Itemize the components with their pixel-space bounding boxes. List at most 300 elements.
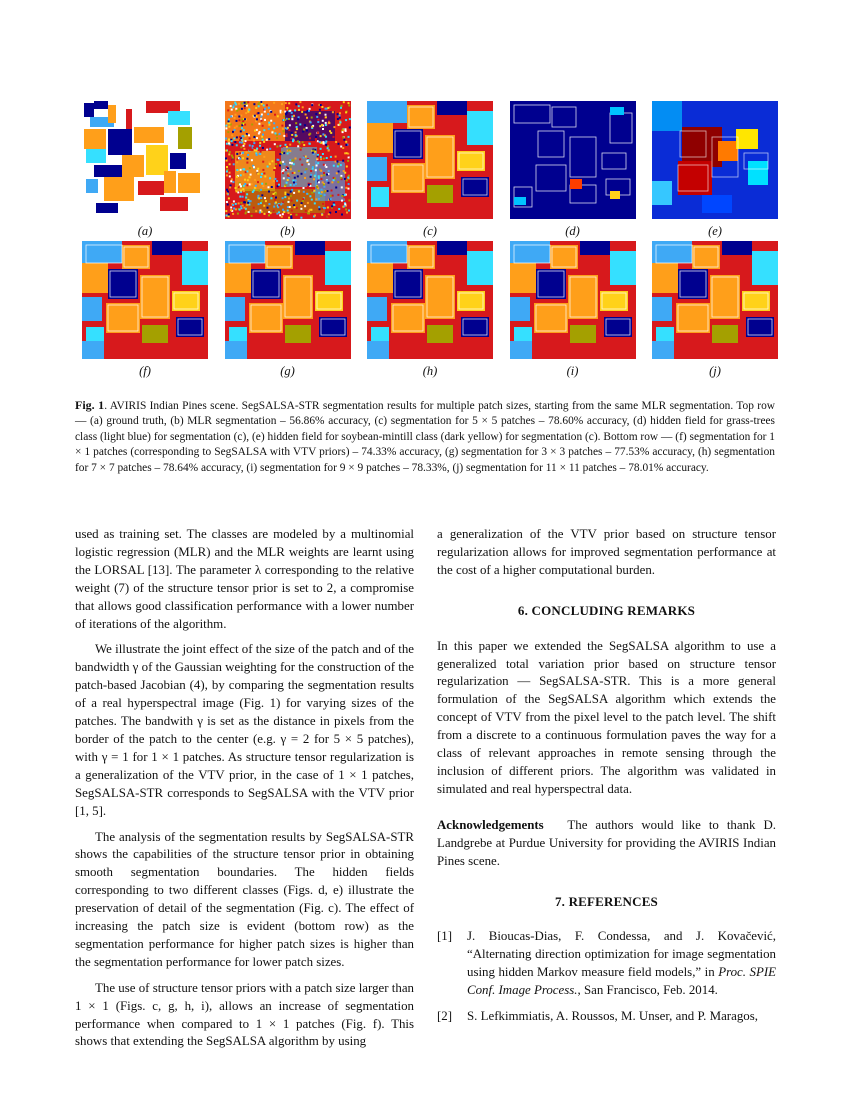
noise-pixel (313, 202, 315, 204)
noise-pixel (300, 202, 302, 204)
noise-pixel (348, 118, 350, 120)
class-region (652, 297, 672, 321)
noise-pixel (326, 174, 328, 176)
panel-b (225, 101, 351, 239)
noise-pixel (239, 152, 241, 154)
noise-pixel (317, 119, 319, 121)
noise-pixel (347, 188, 349, 190)
figure-top-row (82, 101, 778, 239)
panel-c-label: (c) (423, 224, 437, 238)
noise-pixel (345, 144, 347, 146)
noise-pixel (299, 101, 301, 103)
noise-pixel (321, 108, 323, 110)
noise-pixel (342, 129, 344, 131)
panel-i (510, 241, 636, 379)
noise-pixel (297, 145, 299, 147)
noise-pixel (229, 105, 231, 107)
noise-pixel (233, 129, 235, 131)
class-region (407, 245, 435, 269)
noise-pixel (260, 101, 262, 103)
noise-pixel (234, 208, 236, 210)
noise-pixel (325, 136, 327, 138)
noise-pixel (309, 137, 311, 139)
noise-pixel (257, 168, 259, 170)
noise-pixel (273, 102, 275, 104)
noise-pixel (289, 110, 291, 112)
noise-pixel (276, 115, 278, 117)
noise-pixel (238, 119, 240, 121)
noise-pixel (319, 156, 321, 158)
noise-pixel (326, 207, 328, 209)
noise-pixel (325, 141, 327, 143)
noise-pixel (227, 120, 229, 122)
panel-h-label: (h) (422, 364, 438, 378)
noise-pixel (287, 173, 289, 175)
noise-pixel (238, 103, 240, 105)
noise-pixel (289, 168, 291, 170)
noise-pixel (329, 198, 331, 200)
noise-pixel (323, 186, 325, 188)
noise-pixel (283, 116, 285, 118)
noise-pixel (321, 153, 323, 155)
noise-pixel (292, 139, 294, 141)
noise-pixel (291, 162, 293, 164)
noise-pixel (272, 180, 274, 182)
noise-pixel (225, 125, 227, 127)
noise-pixel (289, 162, 291, 164)
segmentation-11x11-map (652, 241, 778, 359)
noise-pixel (331, 181, 333, 183)
class-region (225, 341, 247, 359)
noise-pixel (322, 184, 324, 186)
reference-number: [1] (437, 929, 453, 944)
noise-pixel (311, 104, 313, 106)
noise-pixel (346, 155, 348, 157)
noise-pixel (225, 201, 227, 203)
noise-pixel (333, 126, 335, 128)
hidden-field-soybean-mintill-map (652, 101, 778, 219)
noise-pixel (292, 163, 294, 165)
noise-pixel (233, 127, 235, 129)
noise-pixel (226, 169, 228, 171)
noise-pixel (332, 179, 334, 181)
noise-pixel (331, 111, 333, 113)
noise-pixel (288, 118, 290, 120)
noise-pixel (282, 169, 284, 171)
noise-pixel (267, 186, 269, 188)
noise-pixel (275, 202, 277, 204)
noise-pixel (242, 188, 244, 190)
noise-pixel (242, 145, 244, 147)
noise-pixel (341, 195, 343, 197)
noise-pixel (318, 208, 320, 210)
noise-pixel (257, 195, 259, 197)
noise-pixel (258, 102, 260, 104)
noise-pixel (330, 190, 332, 192)
class-region (182, 251, 208, 285)
noise-pixel (268, 163, 270, 165)
noise-pixel (278, 133, 280, 135)
noise-pixel (246, 162, 248, 164)
noise-pixel (246, 193, 248, 195)
noise-pixel (235, 120, 237, 122)
noise-pixel (240, 108, 242, 110)
noise-pixel (285, 133, 287, 135)
segmentation-3x3-map (225, 241, 351, 359)
class-region (249, 303, 283, 333)
noise-pixel (226, 189, 228, 191)
noise-pixel (261, 136, 263, 138)
noise-pixel (241, 127, 243, 129)
noise-pixel (253, 115, 255, 117)
noise-pixel (297, 116, 299, 118)
noise-pixel (342, 147, 344, 149)
noise-pixel (267, 113, 269, 115)
noise-pixel (238, 136, 240, 138)
noise-pixel (306, 130, 308, 132)
noise-pixel (295, 103, 297, 105)
noise-pixel (257, 181, 259, 183)
noise-pixel (265, 139, 267, 141)
noise-pixel (274, 132, 276, 134)
noise-pixel (228, 163, 230, 165)
acknowledgements-heading: Acknowledgements (437, 817, 544, 832)
noise-pixel (268, 214, 270, 216)
noise-pixel (230, 180, 232, 182)
noise-pixel (250, 215, 252, 217)
noise-pixel (228, 175, 230, 177)
noise-pixel (235, 125, 237, 127)
noise-pixel (347, 102, 349, 104)
ground-truth-map (82, 101, 208, 219)
reference-venue: Proc. SPIE Conf. Image Process. (467, 965, 777, 998)
noise-pixel (244, 140, 246, 142)
noise-pixel (260, 103, 262, 105)
noise-pixel (295, 207, 297, 209)
class-region (176, 317, 204, 337)
noise-pixel (317, 177, 319, 179)
noise-pixel (303, 129, 305, 131)
noise-pixel (316, 116, 318, 118)
noise-pixel (304, 210, 306, 212)
noise-pixel (234, 114, 236, 116)
noise-pixel (285, 135, 287, 137)
noise-pixel (225, 215, 227, 217)
noise-pixel (259, 202, 261, 204)
noise-pixel (279, 168, 281, 170)
noise-pixel (288, 217, 290, 219)
noise-pixel (279, 153, 281, 155)
class-region (425, 275, 455, 319)
reference-tail: , San Francisco, Feb. 2014. (577, 983, 718, 998)
noise-pixel (283, 211, 285, 213)
noise-pixel (322, 203, 324, 205)
noise-pixel (270, 197, 272, 199)
noise-pixel (278, 184, 280, 186)
noise-pixel (242, 168, 244, 170)
noise-pixel (326, 180, 328, 182)
noise-pixel (347, 156, 349, 158)
hidden-field-grass-trees-map (510, 101, 636, 219)
noise-pixel (283, 163, 285, 165)
noise-pixel (244, 124, 246, 126)
class-region (610, 251, 636, 285)
noise-pixel (335, 141, 337, 143)
noise-pixel (247, 111, 249, 113)
noise-pixel (311, 168, 313, 170)
class-region (510, 241, 550, 263)
noise-pixel (290, 112, 292, 114)
noise-pixel (253, 136, 255, 138)
noise-pixel (315, 140, 317, 142)
noise-pixel (308, 143, 310, 145)
class-region (467, 251, 493, 285)
noise-pixel (320, 195, 322, 197)
class-region (752, 251, 778, 285)
noise-pixel (249, 200, 251, 202)
noise-pixel (284, 196, 286, 198)
noise-pixel (240, 207, 242, 209)
panel-d (510, 101, 636, 239)
panel-j (652, 241, 778, 379)
class-region (712, 325, 738, 343)
noise-pixel (323, 194, 325, 196)
noise-pixel (231, 134, 233, 136)
noise-pixel (267, 128, 269, 130)
noise-pixel (246, 204, 248, 206)
panel-i-label: (i) (566, 364, 579, 378)
noise-pixel (310, 174, 312, 176)
noise-pixel (257, 203, 259, 205)
noise-pixel (339, 212, 341, 214)
noise-pixel (288, 206, 290, 208)
noise-pixel (296, 200, 298, 202)
noise-pixel (246, 170, 248, 172)
class-region (225, 297, 245, 321)
noise-pixel (277, 159, 279, 161)
noise-pixel (315, 165, 317, 167)
noise-pixel (320, 158, 322, 160)
noise-pixel (306, 117, 308, 119)
noise-pixel (247, 202, 249, 204)
noise-pixel (225, 210, 227, 212)
noise-pixel (311, 126, 313, 128)
noise-pixel (328, 122, 330, 124)
noise-pixel (304, 156, 306, 158)
noise-pixel (289, 191, 291, 193)
noise-pixel (257, 112, 259, 114)
noise-pixel (235, 108, 237, 110)
noise-pixel (285, 182, 287, 184)
noise-pixel (230, 109, 232, 111)
noise-pixel (317, 154, 319, 156)
noise-pixel (327, 170, 329, 172)
noise-pixel (292, 180, 294, 182)
noise-pixel (325, 144, 327, 146)
noise-pixel (326, 190, 328, 192)
noise-pixel (282, 201, 284, 203)
noise-pixel (225, 174, 227, 176)
noise-pixel (348, 199, 350, 201)
noise-pixel (268, 203, 270, 205)
noise-pixel (229, 165, 231, 167)
noise-pixel (239, 183, 241, 185)
noise-pixel (308, 108, 310, 110)
noise-pixel (242, 185, 244, 187)
noise-pixel (276, 137, 278, 139)
noise-pixel (234, 187, 236, 189)
noise-pixel (330, 105, 332, 107)
class-region (367, 263, 393, 293)
noise-pixel (337, 163, 339, 165)
noise-pixel (324, 124, 326, 126)
noise-pixel (295, 126, 297, 128)
reference-authors-title: J. Bioucas-Dias, F. Condessa, and J. Kovačević, “Alternating direction optimization for image segmentation using hidden Markov measure field models,” in (467, 929, 776, 980)
noise-pixel (329, 156, 331, 158)
noise-pixel (319, 135, 321, 137)
noise-pixel (301, 164, 303, 166)
noise-pixel (258, 123, 260, 125)
noise-pixel (268, 191, 270, 193)
panel-a (82, 101, 208, 239)
class-region (570, 325, 596, 343)
noise-pixel (286, 179, 288, 181)
noise-pixel (290, 210, 292, 212)
noise-pixel (260, 115, 262, 117)
class-region (510, 263, 536, 293)
noise-pixel (319, 104, 321, 106)
noise-pixel (322, 164, 324, 166)
class-region (510, 341, 532, 359)
noise-pixel (343, 194, 345, 196)
noise-pixel (286, 206, 288, 208)
noise-pixel (293, 206, 295, 208)
noise-pixel (347, 177, 349, 179)
noise-pixel (291, 118, 293, 120)
noise-pixel (323, 191, 325, 193)
paragraph: The use of structure tensor priors with a patch size larger than 1 × 1 (Figs. c, g, h, i), allows an increase of segmentation performance when compared to 1 × 1 patches (Fig. f). This shows that extending the SegSALSA algorithm by using (75, 980, 414, 1049)
noise-pixel (336, 165, 338, 167)
noise-pixel (340, 107, 342, 109)
noise-pixel (278, 204, 280, 206)
mlr-segmentation-map (225, 101, 351, 219)
noise-pixel (239, 158, 241, 160)
noise-pixel (321, 181, 323, 183)
noise-pixel (266, 104, 268, 106)
noise-pixel (341, 200, 343, 202)
noise-pixel (237, 202, 239, 204)
noise-pixel (230, 116, 232, 118)
noise-pixel (315, 113, 317, 115)
noise-pixel (341, 131, 343, 133)
noise-pixel (332, 152, 334, 154)
noise-pixel (319, 148, 321, 150)
noise-pixel (294, 180, 296, 182)
noise-pixel (253, 149, 255, 151)
noise-pixel (332, 165, 334, 167)
class-region (746, 317, 774, 337)
noise-pixel (287, 212, 289, 214)
noise-pixel (329, 130, 331, 132)
class-region (319, 317, 347, 337)
noise-pixel (284, 192, 286, 194)
section-heading-concluding-remarks: 6. CONCLUDING REMARKS (517, 602, 696, 618)
noise-pixel (264, 200, 266, 202)
noise-pixel (321, 120, 323, 122)
noise-pixel (246, 184, 248, 186)
noise-pixel (238, 116, 240, 118)
noise-pixel (334, 156, 336, 158)
noise-pixel (259, 145, 261, 147)
noise-pixel (264, 175, 266, 177)
noise-pixel (252, 207, 254, 209)
reference-text (467, 928, 776, 1000)
noise-pixel (271, 160, 273, 162)
noise-pixel (236, 213, 238, 215)
noise-pixel (267, 107, 269, 109)
class-region (225, 241, 265, 263)
noise-pixel (347, 132, 349, 134)
noise-pixel (238, 108, 240, 110)
noise-pixel (234, 203, 236, 205)
noise-pixel (322, 216, 324, 218)
noise-pixel (236, 142, 238, 144)
noise-pixel (257, 133, 259, 135)
noise-pixel (261, 139, 263, 141)
noise-pixel (234, 102, 236, 104)
noise-pixel (329, 195, 331, 197)
noise-pixel (321, 124, 323, 126)
noise-pixel (266, 207, 268, 209)
panel-j-label: (j) (709, 364, 721, 378)
noise-pixel (280, 203, 282, 205)
noise-pixel (286, 210, 288, 212)
noise-pixel (285, 146, 287, 148)
noise-pixel (302, 187, 304, 189)
noise-pixel (262, 185, 264, 187)
noise-pixel (240, 190, 242, 192)
noise-pixel (232, 106, 234, 108)
noise-pixel (337, 171, 339, 173)
noise-pixel (254, 179, 256, 181)
noise-pixel (339, 112, 341, 114)
noise-pixel (236, 176, 238, 178)
noise-pixel (240, 102, 242, 104)
noise-pixel (306, 202, 308, 204)
noise-pixel (257, 105, 259, 107)
noise-pixel (276, 213, 278, 215)
noise-pixel (331, 195, 333, 197)
noise-pixel (288, 102, 290, 104)
noise-pixel (340, 175, 342, 177)
noise-pixel (248, 109, 250, 111)
noise-pixel (323, 174, 325, 176)
noise-pixel (241, 205, 243, 207)
noise-pixel (231, 159, 233, 161)
noise-pixel (304, 205, 306, 207)
noise-pixel (288, 124, 290, 126)
noise-pixel (300, 173, 302, 175)
noise-pixel (288, 129, 290, 131)
noise-pixel (324, 116, 326, 118)
class-region (283, 275, 313, 319)
noise-pixel (272, 210, 274, 212)
noise-pixel (258, 153, 260, 155)
noise-pixel (283, 135, 285, 137)
noise-pixel (243, 107, 245, 109)
noise-pixel (342, 170, 344, 172)
noise-pixel (283, 152, 285, 154)
